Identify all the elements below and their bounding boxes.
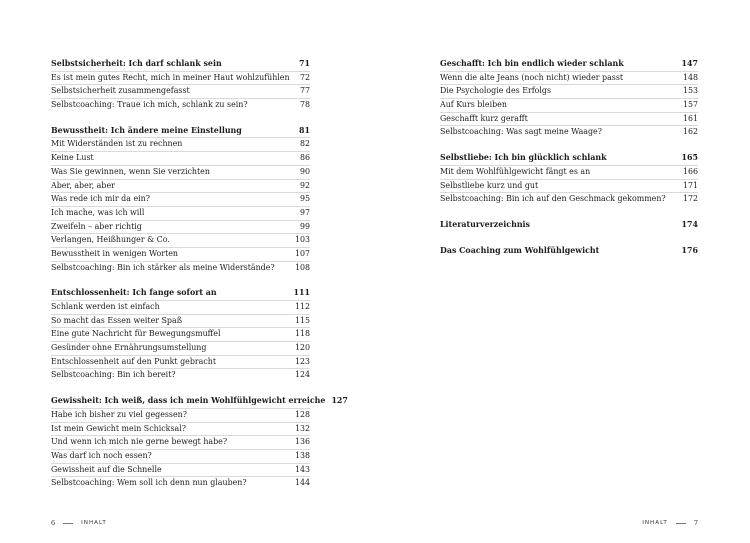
entry-page-number: 144	[294, 478, 310, 488]
entry-page-number: 124	[294, 370, 310, 380]
entry-title: Auf Kurs bleiben	[440, 100, 507, 110]
entry-title: Literaturverzeichnis	[440, 219, 530, 229]
entry-title: Selbstliebe kurz und gut	[440, 180, 539, 190]
toc-entry	[51, 234, 310, 248]
entry-title: Wenn die alte Jeans (noch nicht) wieder passt	[440, 72, 624, 82]
entry-title: Gewissheit auf die Schnelle	[51, 464, 162, 474]
entry-title: Das Coaching zum Wohlfühlgewicht	[440, 245, 600, 255]
page-number-right: 7	[693, 519, 698, 527]
entry-page-number: 82	[299, 139, 310, 149]
entry-title: Geschafft kurz gerafft	[440, 113, 528, 123]
entry-page-number: 172	[682, 194, 698, 204]
toc-chapter-heading	[51, 395, 348, 409]
entry-page-number: 92	[299, 180, 310, 190]
entry-page-number: 174	[681, 219, 698, 229]
entry-title: Ich mache, was ich will	[51, 207, 145, 217]
entry-title: Es ist mein gutes Recht, mich in meiner Haut wohlzufühlen	[51, 72, 290, 82]
toc-entry	[51, 423, 310, 437]
entry-title: Mit Widerständen ist zu rechnen	[51, 139, 183, 149]
toc-entry	[51, 328, 310, 342]
toc-entry	[51, 138, 310, 152]
entry-title: Selbstcoaching: Bin ich bereit?	[51, 370, 176, 380]
toc-entry	[51, 342, 310, 356]
toc-section	[440, 245, 698, 258]
entry-page-number: 118	[294, 329, 310, 339]
entry-title: Bewusstheit in wenigen Worten	[51, 248, 179, 258]
entry-page-number: 143	[294, 464, 310, 474]
entry-title: Was Sie gewinnen, wenn Sie verzichten	[51, 166, 210, 176]
entry-page-number: 86	[299, 153, 310, 163]
entry-title: Aber, aber, aber	[51, 180, 115, 190]
toc-entry	[51, 207, 310, 221]
toc-entry	[440, 72, 698, 86]
toc-entry	[51, 180, 310, 194]
entry-page-number: 132	[294, 423, 310, 433]
entry-title: Selbstcoaching: Was sagt meine Waage?	[440, 127, 602, 137]
entry-title: Was rede ich mir da ein?	[51, 194, 150, 204]
entry-page-number: 120	[294, 343, 310, 353]
running-header-left: INHALT	[81, 520, 107, 526]
toc-entry	[51, 464, 310, 478]
toc-chapter-heading	[51, 287, 310, 301]
entry-page-number: 108	[294, 262, 310, 272]
entry-title: Entschlossenheit: Ich fange sofort an	[51, 288, 217, 298]
toc-entry	[51, 72, 310, 86]
toc-right-column	[440, 58, 698, 270]
entry-page-number: 81	[299, 125, 310, 135]
entry-title: Entschlossenheit auf den Punkt gebracht	[51, 356, 217, 366]
entry-title: Ist mein Gewicht mein Schicksal?	[51, 423, 186, 433]
toc-entry	[440, 99, 698, 113]
toc-entry	[51, 248, 310, 262]
entry-page-number: 123	[294, 356, 310, 366]
toc-entry	[51, 369, 310, 382]
toc-entry	[51, 166, 310, 180]
toc-chapter-heading	[440, 58, 698, 72]
entry-title: Zweifeln – aber richtig	[51, 221, 142, 231]
entry-page-number: 99	[299, 221, 310, 231]
footer-divider	[63, 523, 73, 524]
toc-entry	[51, 221, 310, 235]
page-number-left: 6	[51, 519, 56, 527]
toc-section	[51, 58, 310, 112]
entry-title: Was darf ich noch essen?	[51, 450, 152, 460]
toc-entry	[51, 409, 310, 423]
entry-title: Selbstcoaching: Traue ich mich, schlank zu sein?	[51, 100, 248, 110]
footer-left	[51, 519, 107, 527]
entry-title: Selbstcoaching: Wem soll ich denn nun glauben?	[51, 478, 247, 488]
footer-right	[642, 519, 698, 527]
entry-page-number: 128	[294, 409, 310, 419]
entry-page-number: 166	[682, 166, 698, 176]
entry-title: Mit dem Wohlfühlgewicht fängt es an	[440, 166, 591, 176]
toc-section	[440, 58, 698, 139]
entry-page-number: 71	[299, 59, 310, 68]
entry-page-number: 147	[681, 59, 698, 68]
toc-section	[51, 125, 310, 275]
toc-entry	[440, 193, 698, 206]
entry-page-number: 153	[682, 86, 698, 96]
entry-title: Selbstsicherheit zusammengefasst	[51, 86, 190, 96]
entry-title: Selbstliebe: Ich bin glücklich schlank	[440, 153, 607, 163]
toc-entry	[51, 262, 310, 275]
entry-title: Selbstsicherheit: Ich darf schlank sein	[51, 59, 222, 68]
entry-title: Selbstcoaching: Bin ich stärker als meine Widerstände?	[51, 262, 275, 272]
toc-entry	[440, 166, 698, 180]
entry-page-number: 97	[299, 207, 310, 217]
entry-title: Und wenn ich mich nie gerne bewegt habe?	[51, 437, 228, 447]
toc-section	[51, 395, 348, 490]
toc-entry	[51, 315, 310, 329]
entry-page-number: 157	[682, 100, 698, 110]
entry-title: Schlank werden ist einfach	[51, 302, 160, 311]
toc-entry	[51, 193, 310, 207]
toc-section	[440, 219, 698, 232]
entry-title: Keine Lust	[51, 153, 94, 163]
toc-chapter-heading	[51, 125, 310, 139]
toc-entry	[440, 113, 698, 127]
toc-section	[51, 287, 310, 382]
entry-title: Gesünder ohne Ernährungsumstellung	[51, 343, 207, 353]
toc-chapter-heading	[440, 152, 698, 166]
entry-page-number: 127	[331, 396, 348, 406]
entry-page-number: 138	[294, 450, 310, 460]
entry-title: Verlangen, Heißhunger & Co.	[51, 235, 170, 245]
entry-page-number: 176	[681, 245, 698, 255]
toc-entry	[51, 301, 310, 315]
toc-entry	[440, 180, 698, 194]
entry-page-number: 95	[299, 194, 310, 204]
entry-page-number: 111	[293, 288, 310, 298]
toc-entry	[51, 99, 310, 112]
entry-page-number: 107	[294, 248, 310, 258]
toc-entry	[51, 436, 310, 450]
toc-chapter-heading	[51, 58, 310, 72]
entry-page-number: 115	[294, 315, 310, 325]
toc-entry	[51, 477, 310, 490]
entry-page-number: 165	[681, 153, 698, 163]
footer-divider	[676, 523, 686, 524]
entry-page-number: 103	[294, 235, 310, 245]
entry-page-number: 162	[682, 127, 698, 137]
toc-entry	[51, 85, 310, 99]
entry-page-number: 90	[299, 166, 310, 176]
entry-page-number: 136	[294, 437, 310, 447]
toc-entry	[51, 450, 310, 464]
entry-page-number: 72	[299, 72, 310, 82]
running-header-right: INHALT	[642, 520, 668, 526]
entry-page-number: 148	[682, 72, 698, 82]
toc-entry	[51, 152, 310, 166]
entry-title: Habe ich bisher zu viel gegessen?	[51, 409, 187, 419]
entry-title: Geschafft: Ich bin endlich wieder schlank	[440, 59, 624, 68]
entry-title: Gewissheit: Ich weiß, dass ich mein Wohlfühlgewicht erreiche	[51, 396, 326, 406]
entry-title: Eine gute Nachricht für Bewegungsmuffel	[51, 329, 221, 339]
toc-entry	[51, 356, 310, 370]
toc-section	[440, 152, 698, 206]
toc-entry	[440, 85, 698, 99]
toc-left-column	[51, 58, 348, 503]
entry-page-number: 112	[294, 302, 310, 311]
entry-page-number: 78	[299, 100, 310, 110]
entry-page-number: 171	[682, 180, 698, 190]
entry-page-number: 161	[682, 113, 698, 123]
toc-chapter-heading	[440, 219, 698, 232]
toc-chapter-heading	[440, 245, 698, 258]
entry-title: So macht das Essen weiter Spaß	[51, 315, 182, 325]
entry-title: Bewusstheit: Ich ändere meine Einstellung	[51, 125, 242, 135]
toc-entry	[440, 126, 698, 139]
entry-page-number: 77	[299, 86, 310, 96]
entry-title: Selbstcoaching: Bin ich auf den Geschmack gekommen?	[440, 194, 666, 204]
entry-title: Die Psychologie des Erfolgs	[440, 86, 552, 96]
